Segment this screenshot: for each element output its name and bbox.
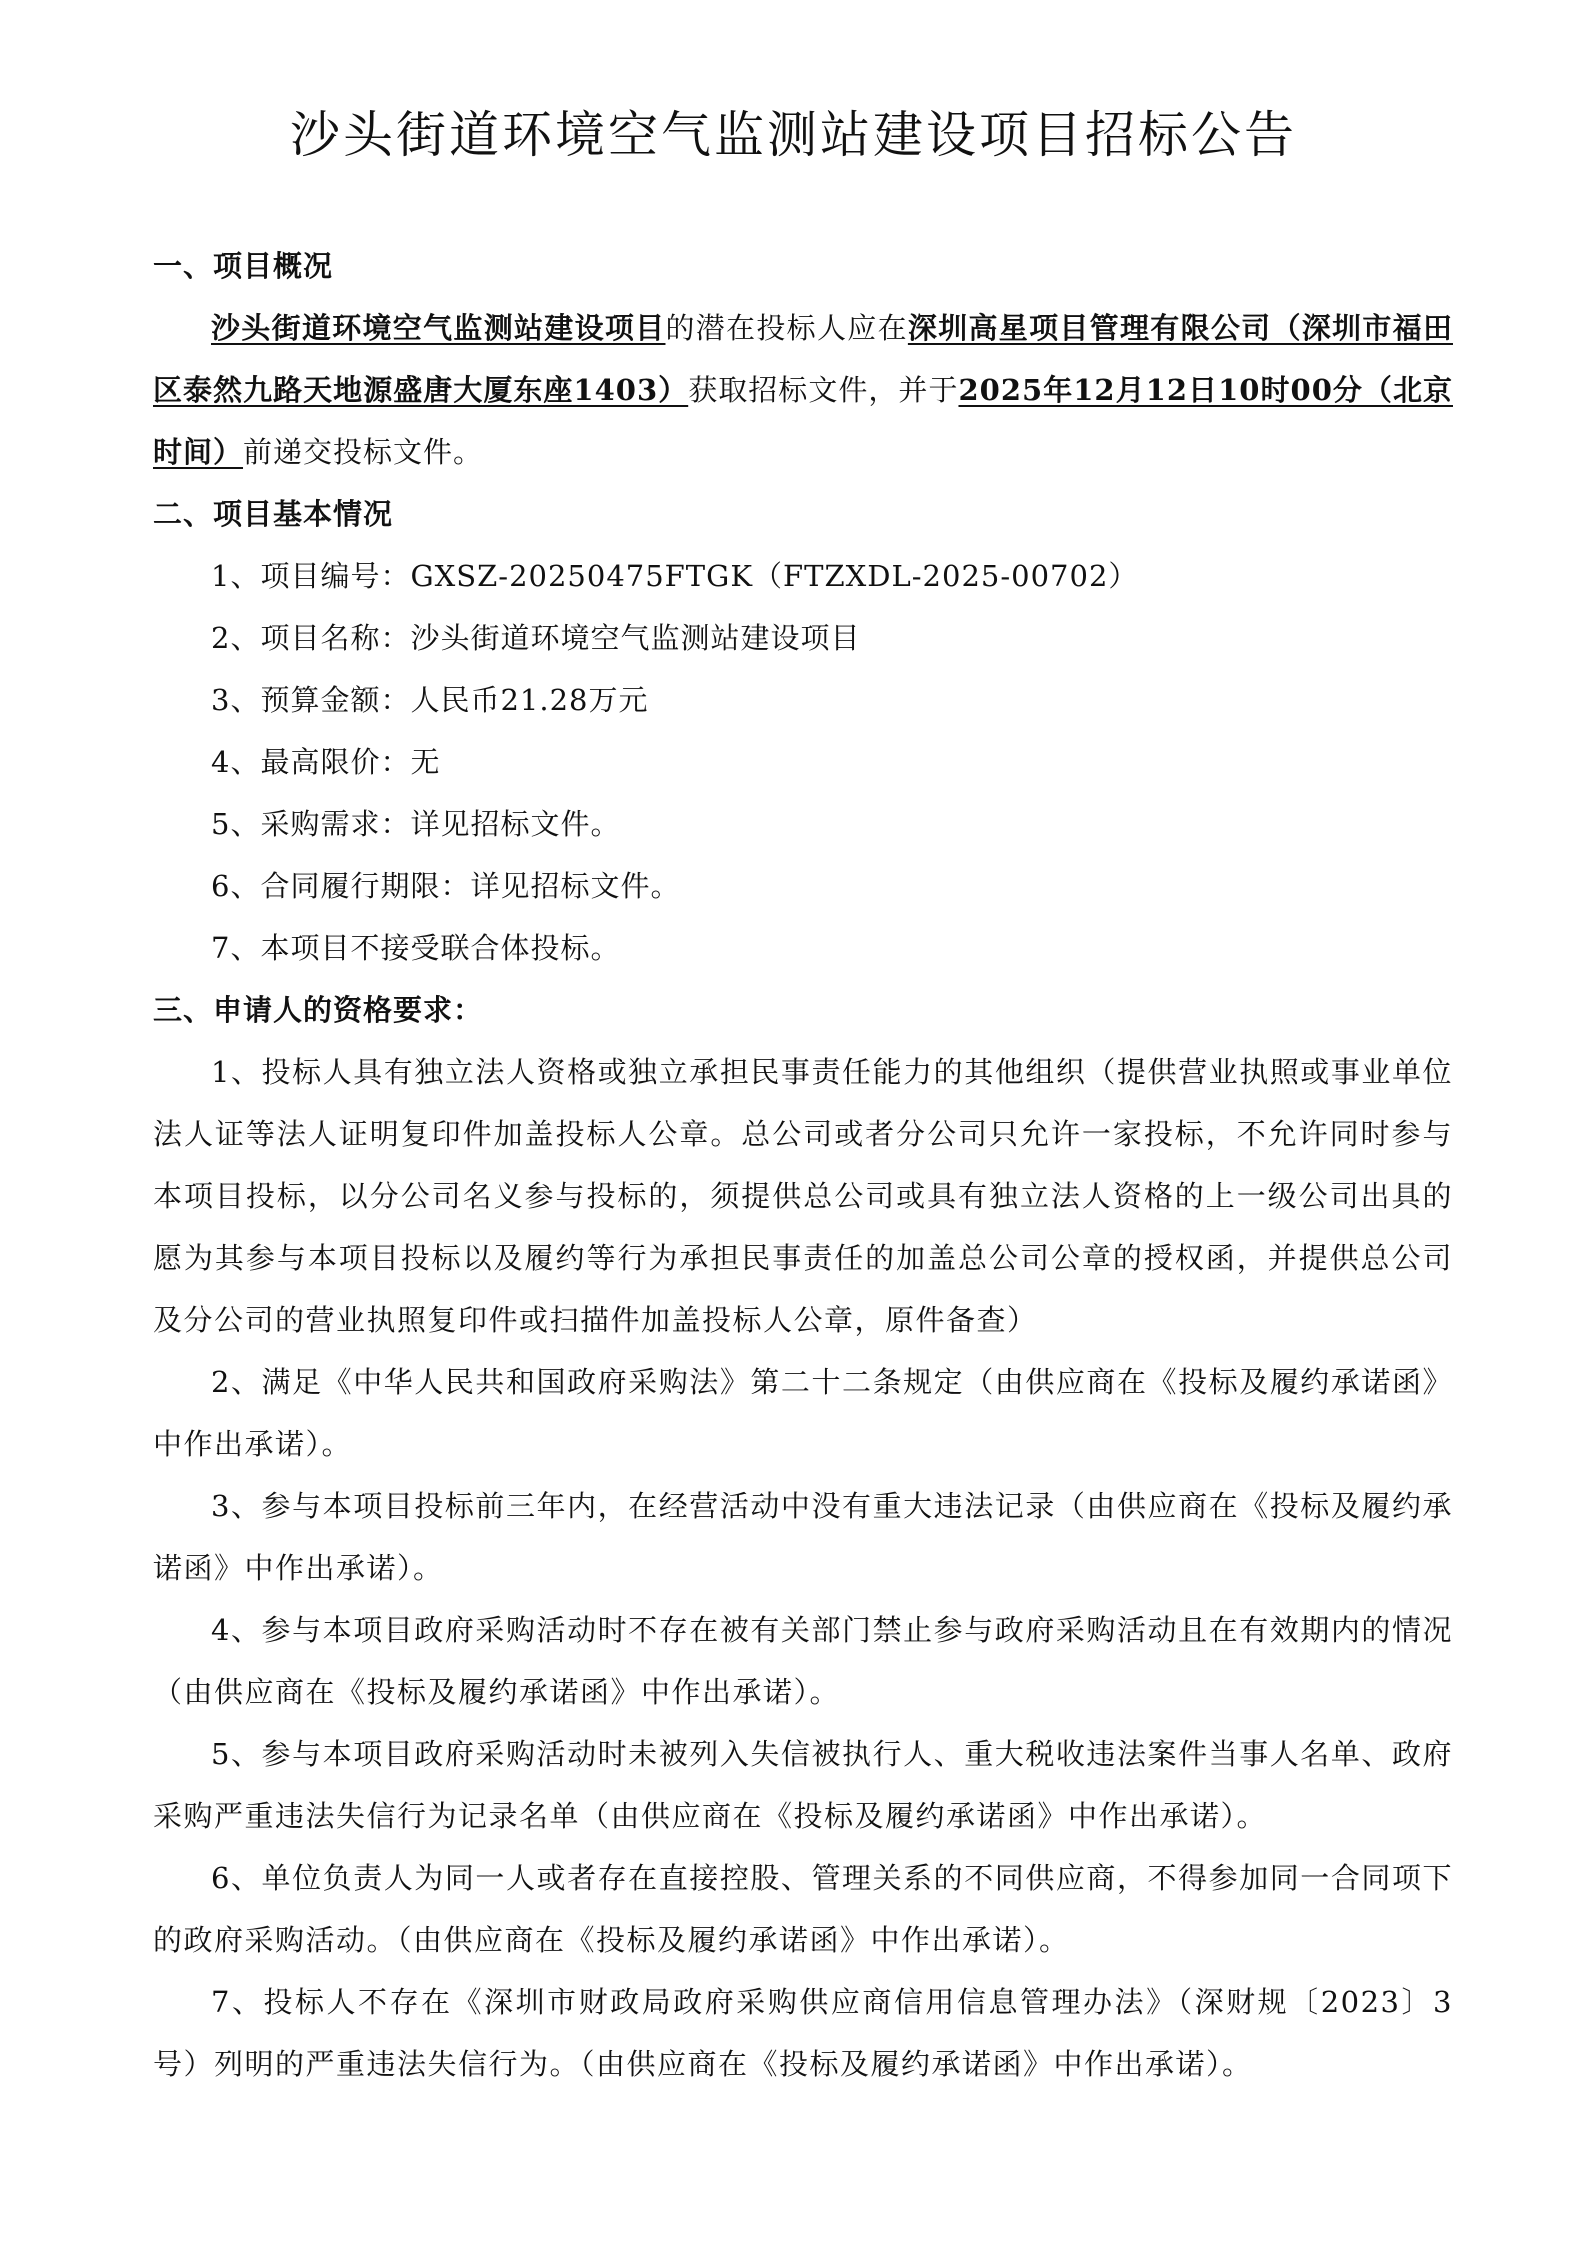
basic-info-item-contract-period: 6、合同履行期限：详见招标文件。 bbox=[211, 869, 681, 903]
basic-info-item-project-name: 2、项目名称：沙头街道环境空气监测站建设项目 bbox=[211, 621, 861, 655]
qualification-item-7: 7、投标人不存在《深圳市财政局政府采购供应商信用信息管理办法》（深财规〔2023〕3号）列明的严重违法失信行为。（由供应商在《投标及履约承诺函》中作出承诺）。 bbox=[153, 1985, 1453, 2081]
overview-text-a: 的潜在投标人应在 bbox=[665, 311, 908, 345]
document-title: 沙头街道环境空气监测站建设项目招标公告 bbox=[290, 106, 1297, 164]
qualification-item-6: 6、单位负责人为同一人或者存在直接控股、管理关系的不同供应商，不得参加同一合同项下的政府采购活动。（由供应商在《投标及履约承诺函》中作出承诺）。 bbox=[153, 1861, 1453, 1957]
basic-info-item-project-number: 1、项目编号：GXSZ-20250475FTGK（FTZXDL-2025-00702） bbox=[211, 559, 1139, 593]
section-3-heading: 三、申请人的资格要求： bbox=[153, 993, 484, 1027]
qualification-item-3: 3、参与本项目投标前三年内，在经营活动中没有重大违法记录（由供应商在《投标及履约承诺函》中作出承诺）。 bbox=[153, 1489, 1453, 1585]
overview-text-c: 前递交投标文件。 bbox=[243, 435, 484, 469]
basic-info-item-budget: 3、预算金额：人民币21.28万元 bbox=[211, 683, 649, 717]
basic-info-item-price-limit: 4、最高限价：无 bbox=[211, 745, 441, 779]
qualification-item-5: 5、参与本项目政府采购活动时未被列入失信被执行人、重大税收违法案件当事人名单、政府采购严重违法失信行为记录名单（由供应商在《投标及履约承诺函》中作出承诺）。 bbox=[153, 1737, 1453, 1833]
project-name-highlight: 沙头街道环境空气监测站建设项目 bbox=[211, 311, 666, 345]
basic-info-item-consortium: 7、本项目不接受联合体投标。 bbox=[211, 931, 621, 965]
qualification-item-2: 2、满足《中华人民共和国政府采购法》第二十二条规定（由供应商在《投标及履约承诺函》中作出承诺）。 bbox=[153, 1365, 1453, 1461]
section-1-paragraph bbox=[153, 297, 1453, 483]
deadline-highlight: 2025年12月12日10时00分（北京时间） bbox=[153, 373, 1453, 469]
overview-text-b: 获取招标文件，并于 bbox=[688, 373, 959, 407]
qualification-item-1: 1、投标人具有独立法人资格或独立承担民事责任能力的其他组织（提供营业执照或事业单位法人证等法人证明复印件加盖投标人公章。总公司或者分公司只允许一家投标，不允许同时参与本项目投标，以分公司名义参与投标的，须提供总公司或具有独立法人资格的上一级公司出具的愿为其参与本项目投标以及履约等行为承担民事责任的加盖总公司公章的授权函，并提供总公司及分公司的营业执照复印件或扫描件加盖投标人公章，原件备查） bbox=[153, 1055, 1453, 1337]
qualification-item-4: 4、参与本项目政府采购活动时不存在被有关部门禁止参与政府采购活动且在有效期内的情况（由供应商在《投标及履约承诺函》中作出承诺）。 bbox=[153, 1613, 1453, 1709]
basic-info-item-requirements: 5、采购需求：详见招标文件。 bbox=[211, 807, 621, 841]
agency-highlight: 深圳高星项目管理有限公司（深圳市福田区泰然九路天地源盛唐大厦东座1403） bbox=[153, 311, 1453, 407]
section-2-heading: 二、项目基本情况 bbox=[153, 497, 394, 531]
section-1-heading: 一、项目概况 bbox=[153, 249, 334, 283]
document-body bbox=[153, 235, 1453, 2095]
